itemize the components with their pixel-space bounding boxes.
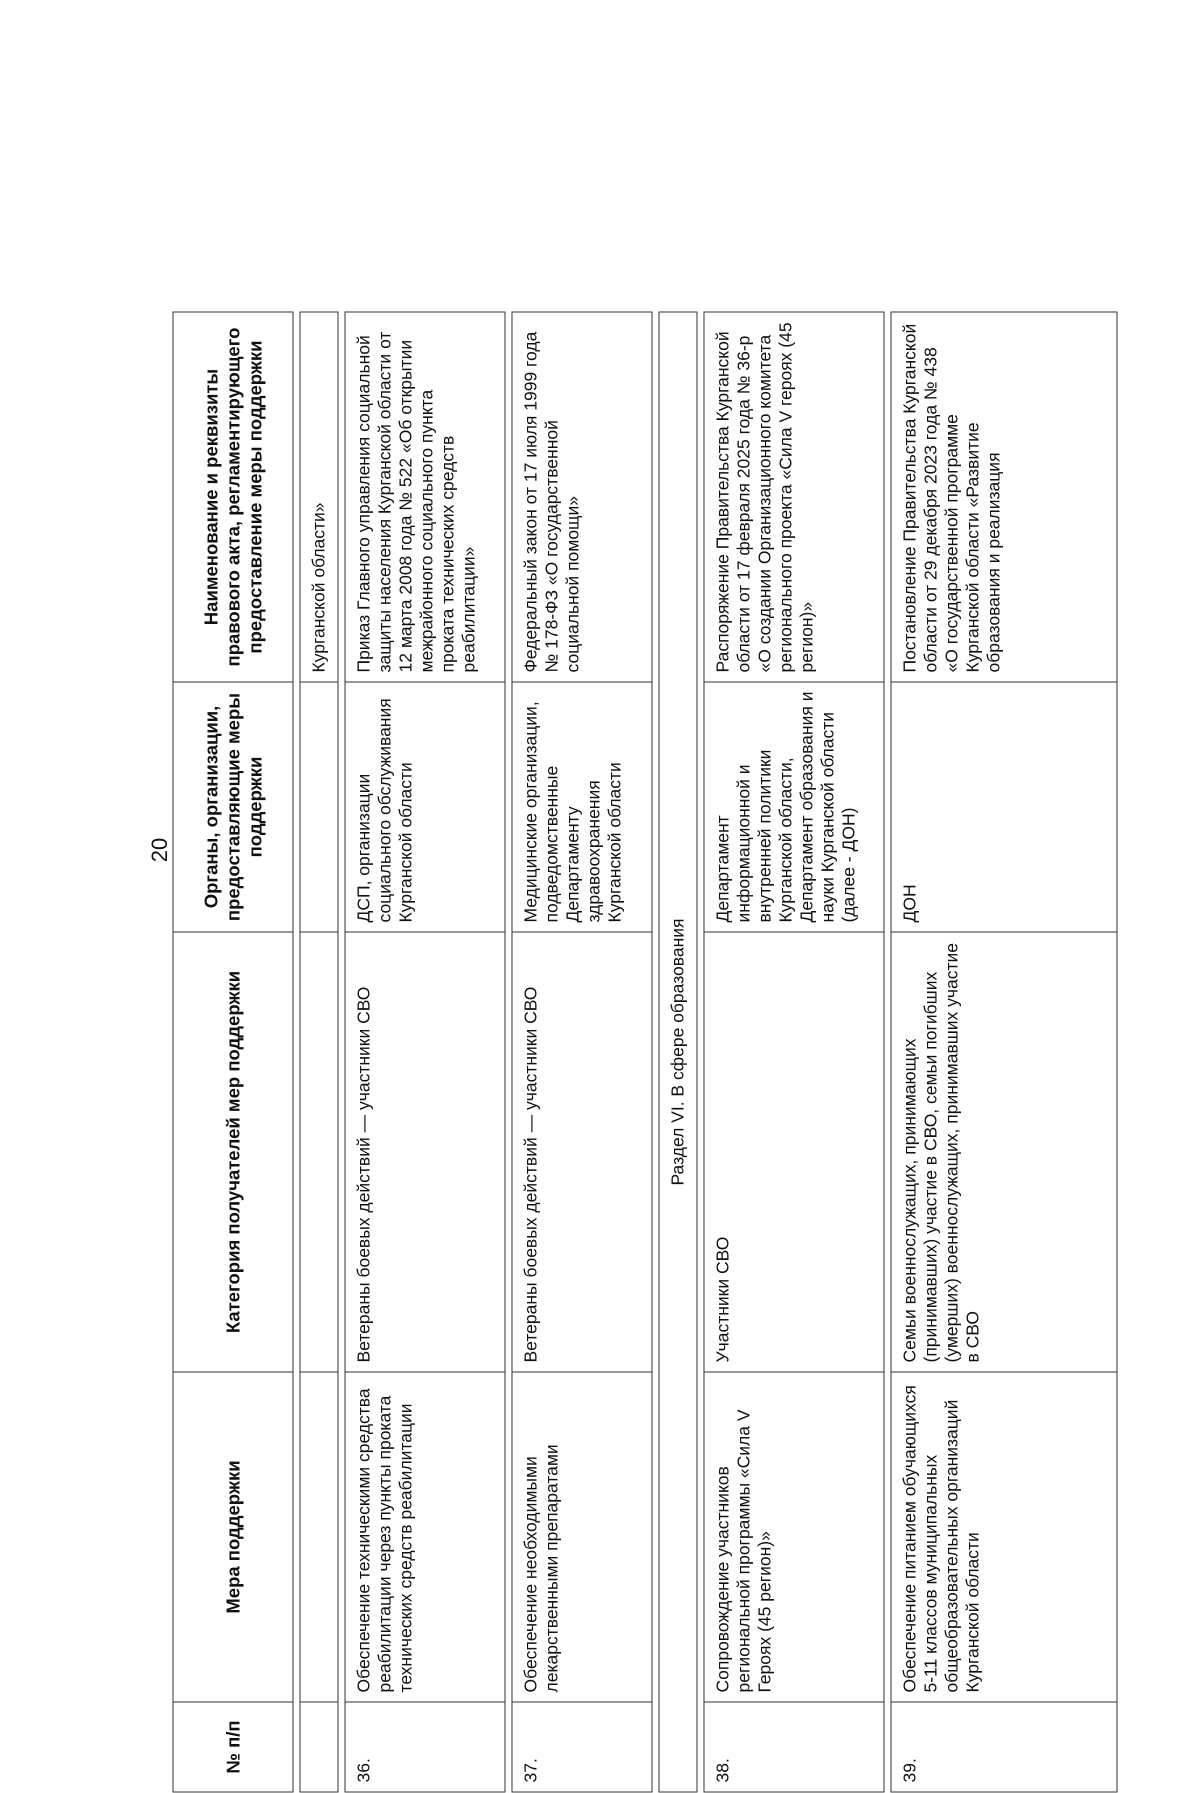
cell-measure: Обеспечение необходимыми лекарственными препаратами bbox=[512, 1372, 652, 1702]
cell-measure: Обеспечение техническими средства реабилитации через пункты проката технических средств реабилитации bbox=[345, 1372, 505, 1702]
table-gap bbox=[697, 312, 704, 1792]
table-header-row bbox=[173, 312, 293, 1792]
table-row bbox=[891, 312, 1117, 1792]
cell-num: 38. bbox=[704, 1702, 884, 1792]
cell-measure: Сопровождение участников региональной программы «Сила V Героях (45 регион)» bbox=[704, 1372, 884, 1702]
header-act: Наименование и реквизиты правового акта, регламентирующего предоставление меры поддержки bbox=[173, 312, 293, 682]
cell-num: 39. bbox=[891, 1702, 1117, 1792]
cell-org: Департамент информационной и внутренней политики Курганской области, Департамент образования и науки Курганской области (далее - ДОН) bbox=[704, 682, 884, 932]
table-gap bbox=[338, 312, 345, 1792]
table-row bbox=[345, 312, 505, 1792]
section-heading-row bbox=[659, 312, 697, 1792]
cell-act: Распоряжение Правительства Курганской области от 17 февраля 2025 года № 36-р «О создании Организационного комитета регионального проекта «Сила V героях (45 регион)» bbox=[704, 312, 884, 682]
header-measure: Мера поддержки bbox=[173, 1372, 293, 1702]
header-org: Органы, организации, предоставляющие меры поддержки bbox=[173, 682, 293, 932]
header-category: Категория получателей мер поддержки bbox=[173, 932, 293, 1372]
cell-org: ДСП, организации социального обслуживания Курганской области bbox=[345, 682, 505, 932]
cell-act: Курганской области» bbox=[300, 312, 338, 682]
cell-org: ДОН bbox=[891, 682, 1117, 932]
cell-num: 36. bbox=[345, 1702, 505, 1792]
cell-org: Медицинские организации, подведомственные Департаменту здравоохранения Курганской области bbox=[512, 682, 652, 932]
header-num: № п/п bbox=[173, 1702, 293, 1792]
cell-act: Федеральный закон от 17 июля 1999 года № 178-ФЗ «О государственной социальной помощи» bbox=[512, 312, 652, 682]
rotated-table-container bbox=[173, 313, 1118, 1793]
cell-category: Участники СВО bbox=[704, 932, 884, 1372]
table-gap bbox=[505, 312, 512, 1792]
cell-act: Приказ Главного управления социальной защиты населения Курганской области от 12 марта 2008 года № 522 «Об открытии межрайонного социального пункта проката технических средств реабилитации» bbox=[345, 312, 505, 682]
table-gap bbox=[293, 312, 300, 1792]
table-gap bbox=[652, 312, 659, 1792]
cell-category: Семьи военнослужащих, принимающих (принимавших) участие в СВО, семьи погибших (умерших) военнослужащих, принимавших участие в СВО bbox=[891, 932, 1117, 1372]
cell-num: 37. bbox=[512, 1702, 652, 1792]
support-measures-table bbox=[173, 312, 1118, 1793]
section-heading: Раздел VI. В сфере образования bbox=[659, 312, 697, 1792]
table-row bbox=[704, 312, 884, 1792]
table-gap bbox=[884, 312, 891, 1792]
table-row bbox=[512, 312, 652, 1792]
cell-category: Ветераны боевых действий — участники СВО bbox=[345, 932, 505, 1372]
table-row-continuation bbox=[300, 312, 338, 1792]
cell-category: Ветераны боевых действий — участники СВО bbox=[512, 932, 652, 1372]
cell-act: Постановление Правительства Курганской области от 29 декабря 2023 года № 438 «О государственной программе Курганской области «Развитие образования и реализация bbox=[891, 312, 1117, 682]
page-number: 20 bbox=[147, 837, 172, 863]
cell-measure: Обеспечение питанием обучающихся 5-11 классов муниципальных общеобразовательных организаций Курганской области bbox=[891, 1372, 1117, 1702]
